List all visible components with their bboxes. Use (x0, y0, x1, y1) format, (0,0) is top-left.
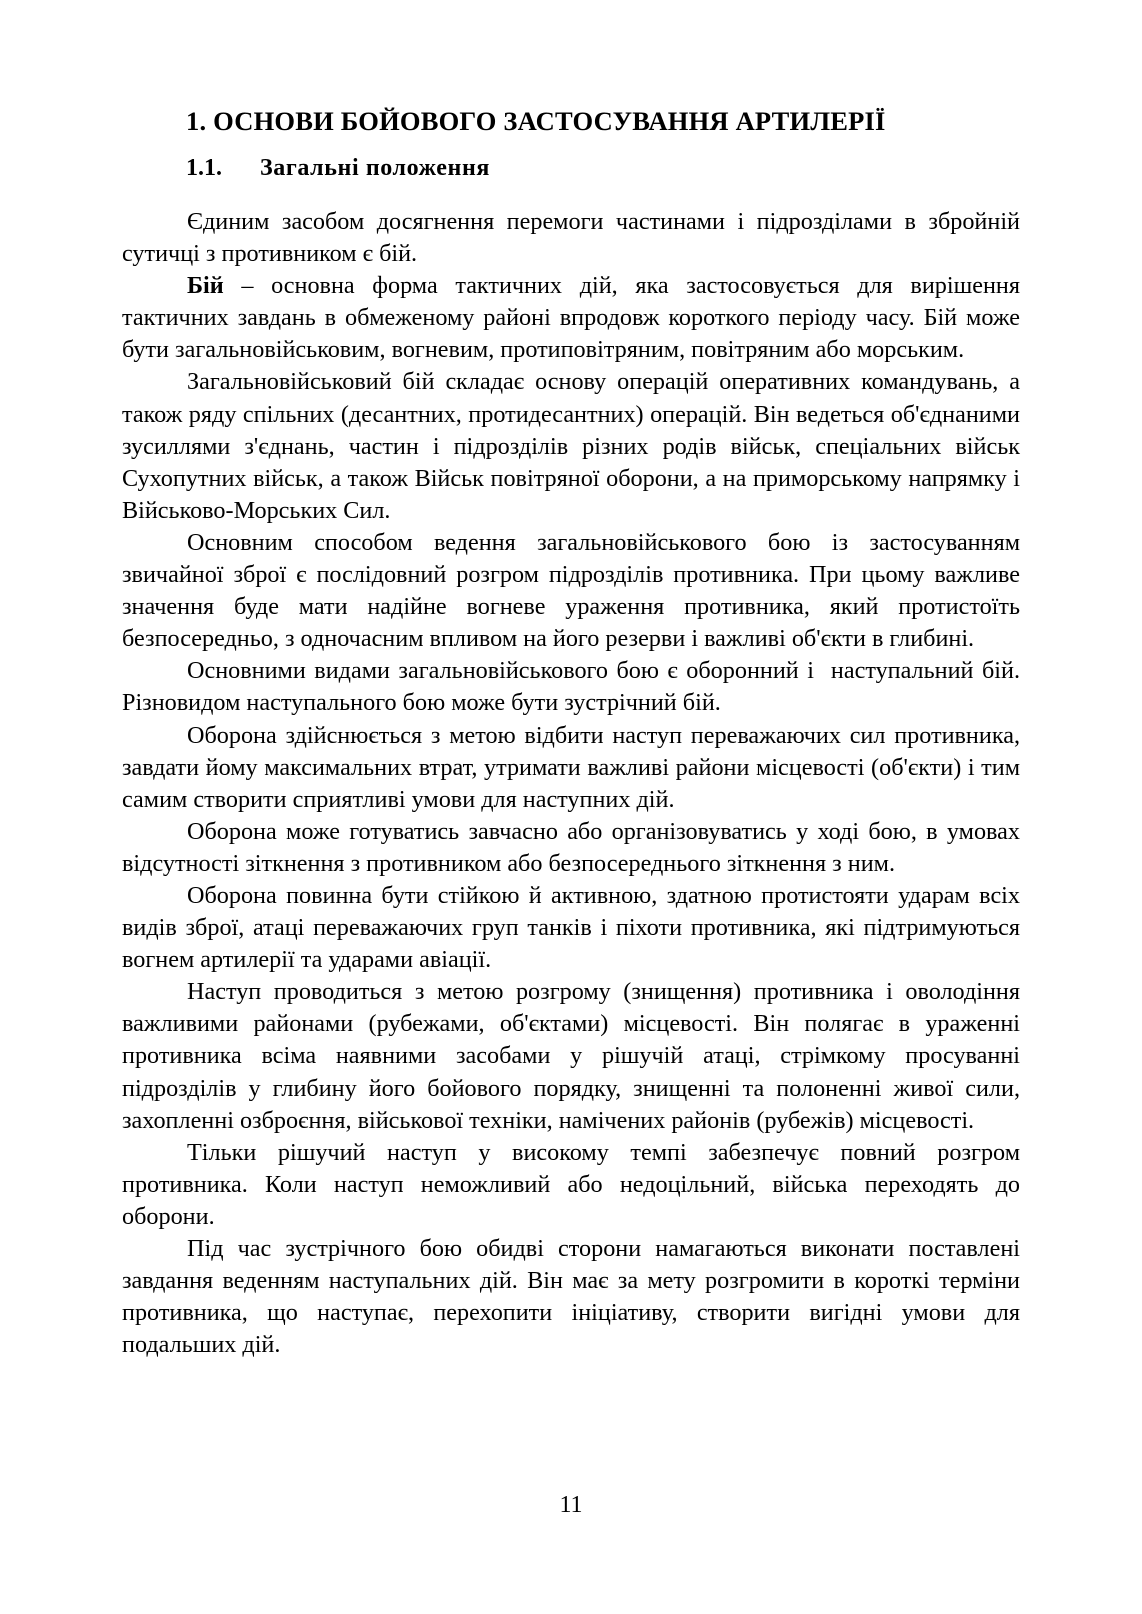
paragraph (122, 655, 1027, 719)
paragraph (122, 1233, 1027, 1361)
paragraph-text: Єдиним засобом досягнення перемоги частинами і підрозділами в збройній сутичці з противником є бій. (122, 208, 1027, 268)
paragraph-text: Загальновійськовий бій складає основу операцій оперативних командувань, а також ряду спільних (десантних, протидесантних) операцій. Він ведеться об'єднаними зусиллями з'єднань, частин і підрозділів різних родів військ, спеціальних військ Сухопутних військ, а також Військ повітряної оборони, а на приморському напрямку і Військово-Морських Сил. (122, 368, 1027, 524)
paragraph-text: Основними видами загальновійськового бою є оборонний і наступальний бій. Різновидом наступального бою може бути зустрічний бій. (122, 657, 1027, 717)
section-heading (122, 152, 1020, 184)
paragraph-lead-term: Бій (187, 272, 224, 300)
chapter-heading: 1. ОСНОВИ БОЙОВОГО ЗАСТОСУВАННЯ АРТИЛЕРІЇ (186, 106, 886, 136)
paragraph-text: Тільки рішучий наступ у високому темпі забезпечує повний розгром противника. Коли наступ неможливий або недоцільний, війська переходять до оборони. (122, 1138, 1027, 1230)
paragraph-text: Основним способом ведення загальновійськового бою із застосуванням звичайної зброї є послідовний розгром підрозділів противника. При цьому важливе значення буде мати надійне вогневе ураження противника, який протистоїть безпосередньо, з одночасним впливом на його резерви і важливі об'єкти в глибині. (122, 528, 1027, 653)
section-number: 1.1. (186, 155, 222, 181)
page-number: 11 (559, 1492, 583, 1518)
paragraph-text: Наступ проводиться з метою розгрому (знищення) противника і оволодіння важливими районами (рубежами, об'єктами) місцевості. Він полягає в ураженні противника всіма наявними засобами у рішучій атаці, стрімкому просуванні підрозділів у глибину його бойового порядку, знищенні та полоненні живої сили, захопленні озброєння, військової техніки, намічених районів (рубежів) місцевості. (122, 978, 1027, 1134)
paragraph (122, 1137, 1027, 1233)
paragraph-text: Під час зустрічного бою обидві сторони намагаються виконати поставлені завдання веденням наступальних дій. Він має за мету розгромити в короткі терміни противника, що наступає, перехопити ініціативу, створити вигідні умови для подальших дій. (122, 1235, 1027, 1359)
paragraph (122, 366, 1027, 526)
body-text (122, 206, 1027, 1361)
paragraph (122, 976, 1027, 1136)
paragraph-text: – основна форма тактичних дій, яка застосовується для вирішення тактичних завдань в обмеженому районі впродовж короткого періоду часу. Бій може бути загальновійськовим, вогневим, протиповітряним, повітряним або морським. (122, 272, 1027, 364)
paragraph (122, 270, 1027, 366)
section-title: Загальні положення (260, 155, 490, 181)
paragraph-text: Оборона повинна бути стійкою й активною, здатною протистояти ударам всіх видів зброї, атаці переважаючих груп танків і піхоти противника, які підтримуються вогнем артилерії та ударами авіації. (122, 881, 1027, 974)
paragraph-text: Оборона може готуватись завчасно або організовуватись у ході бою, в умовах відсутності зіткнення з противником або безпосереднього зіткнення з ним. (122, 817, 1027, 877)
paragraph (122, 880, 1027, 976)
paragraph (122, 720, 1027, 816)
page-content (122, 104, 1027, 1361)
paragraph (122, 206, 1027, 270)
paragraph-text: Оборона здійснюється з метою відбити наступ переважаючих сил противника, завдати йому максимальних втрат, утримати важливі райони місцевості (об'єкти) і тим самим створити сприятливі умови для наступних дій. (122, 721, 1027, 813)
paragraph (122, 527, 1027, 655)
paragraph (122, 816, 1027, 880)
